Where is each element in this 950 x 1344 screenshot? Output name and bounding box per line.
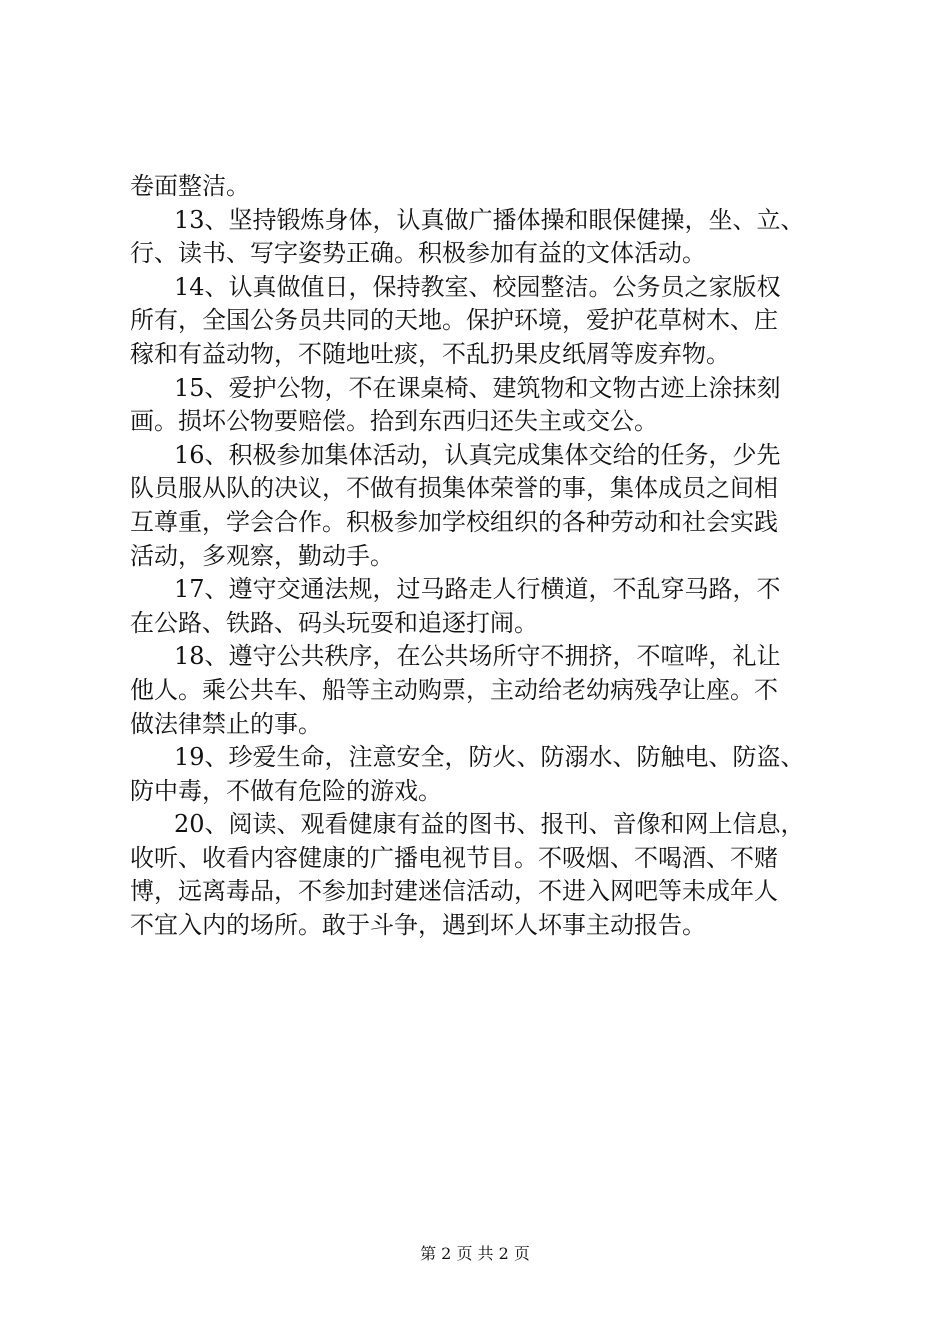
text-line: 稼和有益动物，不随地吐痰，不乱扔果皮纸屑等废弃物。 bbox=[130, 339, 730, 368]
text-line: 在公路、铁路、码头玩耍和追逐打闹。 bbox=[130, 608, 538, 637]
text-line: 他人。乘公共车、船等主动购票，主动给老幼病残孕让座。不 bbox=[130, 675, 778, 704]
text-line: 19、珍爱生命，注意安全，防火、防溺水、防触电、防盗、 bbox=[174, 743, 805, 772]
text-line: 18、遵守公共秩序，在公共场所守不拥挤，不喧哗，礼让 bbox=[174, 642, 781, 671]
text-line: 博，远离毒品，不参加封建迷信活动，不进入网吧等未成年人 bbox=[130, 877, 778, 906]
text-line: 17、遵守交通法规，过马路走人行横道，不乱穿马路，不 bbox=[174, 575, 781, 604]
text-line: 队员服从队的决议，不做有损集体荣誉的事，集体成员之间相 bbox=[130, 474, 778, 503]
text-line: 所有，全国公务员共同的天地。保护环境，爱护花草树木、庄 bbox=[130, 306, 778, 335]
text-line: 防中毒，不做有危险的游戏。 bbox=[130, 776, 442, 805]
text-line: 13、坚持锻炼身体，认真做广播体操和眼保健操，坐、立、 bbox=[174, 205, 805, 234]
document-body bbox=[130, 170, 842, 943]
text-line: 做法律禁止的事。 bbox=[130, 709, 322, 738]
page-number-footer: 第 2 页 共 2 页 bbox=[420, 1244, 530, 1263]
text-line: 收听、收看内容健康的广播电视节目。不吸烟、不喝酒、不赌 bbox=[130, 843, 778, 872]
text-line: 16、积极参加集体活动，认真完成集体交给的任务，少先 bbox=[174, 440, 781, 469]
text-line: 不宜入内的场所。敢于斗争，遇到坏人坏事主动报告。 bbox=[130, 911, 706, 940]
text-line: 画。损坏公物要赔偿。拾到东西归还失主或交公。 bbox=[130, 407, 658, 436]
text-line: 活动，多观察，勤动手。 bbox=[130, 541, 394, 570]
text-line: 行、读书、写字姿势正确。积极参加有益的文体活动。 bbox=[130, 239, 706, 268]
text-line: 卷面整洁。 bbox=[130, 172, 250, 200]
text-line: 14、认真做值日，保持教室、校园整洁。公务员之家版权 bbox=[174, 272, 781, 301]
text-line: 15、爱护公物，不在课桌椅、建筑物和文物古迹上涂抹刻 bbox=[174, 373, 781, 402]
text-line: 20、阅读、观看健康有益的图书、报刊、音像和网上信息， bbox=[174, 810, 805, 839]
text-line: 互尊重，学会合作。积极参加学校组织的各种劳动和社会实践 bbox=[130, 507, 778, 536]
